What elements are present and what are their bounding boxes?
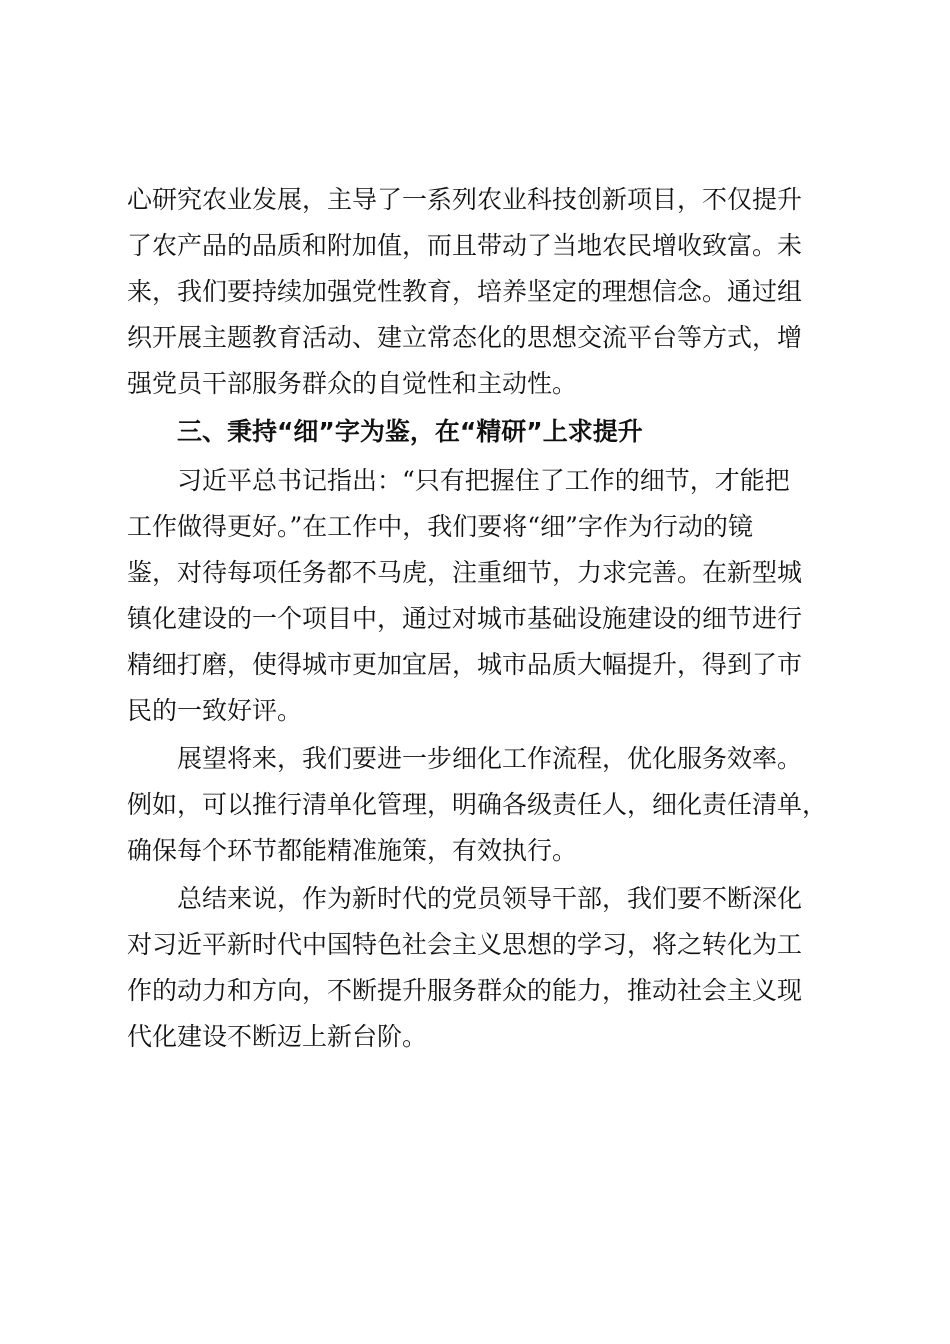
section-heading: 三、秉持“细”字为鉴，在“精研”上求提升 — [177, 417, 643, 446]
paragraph-line: 民的一致好评。 — [127, 696, 303, 725]
paragraph-line: 鉴，对待每项任务都不马虎，注重细节，力求完善。在新型城 — [127, 558, 803, 587]
paragraph-line: 习近平总书记指出：“只有把握住了工作的细节，才能把 — [177, 466, 790, 495]
paragraph-line: 镇化建设的一个项目中，通过对城市基础设施建设的细节进行 — [127, 604, 803, 633]
paragraph-line: 确保每个环节都能精准施策，有效执行。 — [127, 836, 578, 865]
paragraph-line: 来，我们要持续加强党性教育，培养坚定的理想信念。通过组 — [127, 277, 803, 306]
paragraph-line: 精细打磨，使得城市更加宜居，城市品质大幅提升，得到了市 — [127, 650, 803, 679]
paragraph-line: 织开展主题教育活动、建立常态化的思想交流平台等方式，增 — [127, 323, 803, 352]
paragraph-line: 代化建设不断迈上新台阶。 — [127, 1022, 428, 1051]
paragraph-line: 强党员干部服务群众的自觉性和主动性。 — [127, 369, 578, 398]
paragraph-line: 工作做得更好。”在工作中，我们要将“细”字作为行动的镜 — [127, 512, 753, 541]
paragraph-line: 作的动力和方向，不断提升服务群众的能力，推动社会主义现 — [127, 976, 803, 1005]
paragraph-line: 例如，可以推行清单化管理，明确各级责任人，细化责任清单， — [127, 790, 828, 819]
paragraph-line: 了农产品的品质和附加值，而且带动了当地农民增收致富。未 — [127, 231, 803, 260]
paragraph-line: 心研究农业发展，主导了一系列农业科技创新项目，不仅提升 — [127, 185, 803, 214]
paragraph-line: 总结来说，作为新时代的党员领导干部，我们要不断深化 — [177, 884, 803, 913]
paragraph-line: 对习近平新时代中国特色社会主义思想的学习，将之转化为工 — [127, 930, 803, 959]
paragraph-line: 展望将来，我们要进一步细化工作流程，优化服务效率。 — [177, 744, 803, 773]
